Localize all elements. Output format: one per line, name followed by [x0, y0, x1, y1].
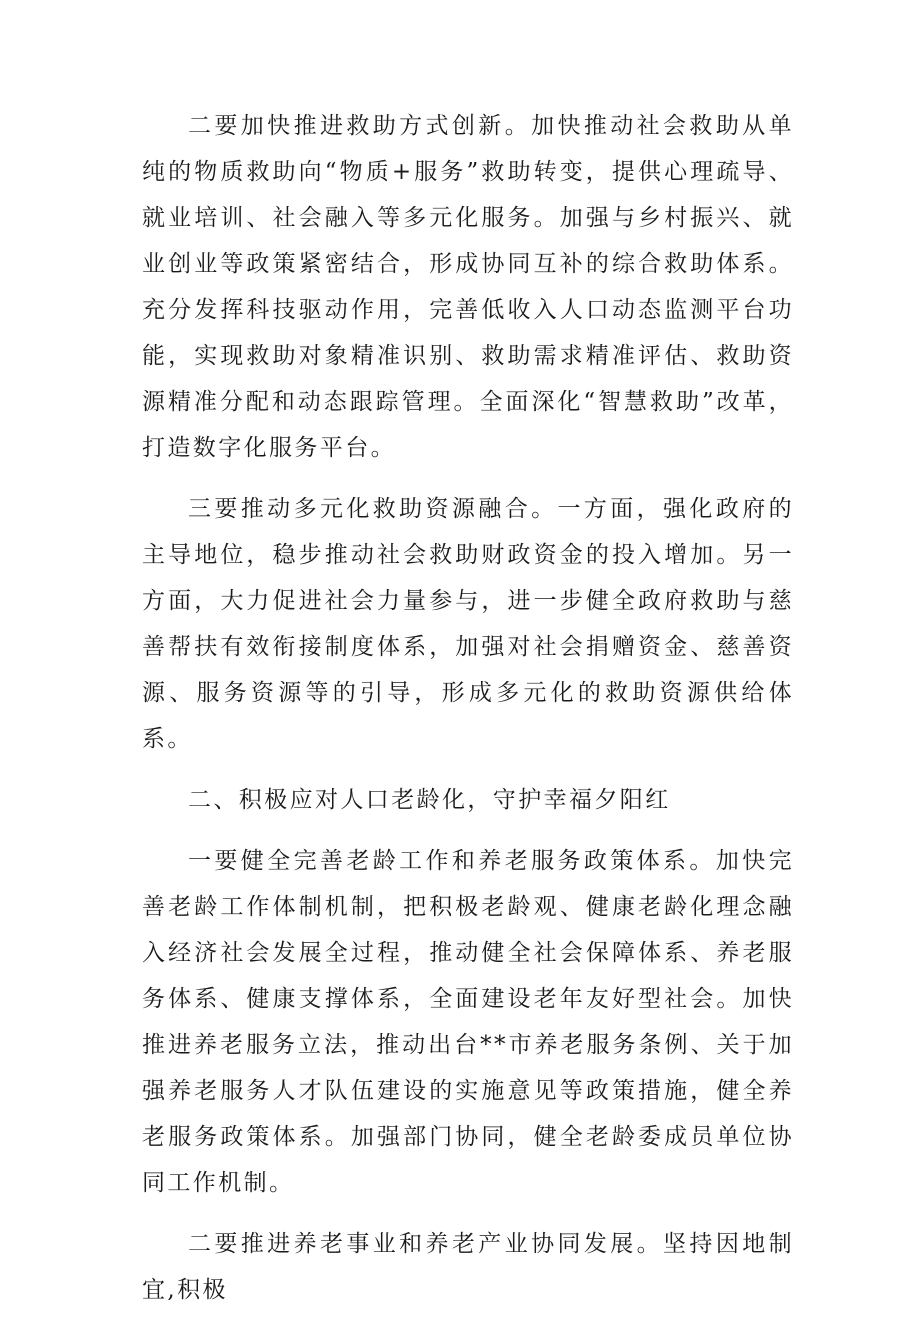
paragraph-elderly-policy: 一要健全完善老龄工作和养老服务政策体系。加快完善老龄工作体制机制，把积极老龄观、健康老龄化理念融入经济社会发展全过程，推动健全社会保障体系、养老服务体系、健康支撑体系，全面建设老年友好型社会。加快推进养老服务立法，推动出台**市养老服务条例、关于加强养老服务人才队伍建设的实施意见等政策措施，健全养老服务政策体系。加强部门协同，健全老龄委成员单位协同工作机制。: [142, 848, 794, 1196]
paragraph-elderly-industry: 二要推进养老事业和养老产业协同发展。坚持因地制宜,积极: [142, 1231, 794, 1303]
paragraph-rescue-innovation: 二要加快推进救助方式创新。加快推动社会救助从单纯的物质救助向“物质+服务”救助转变，提供心理疏导、就业培训、社会融入等多元化服务。加强与乡村振兴、就业创业等政策紧密结合，形成协同互补的综合救助体系。充分发挥科技驱动作用，完善低收入人口动态监测平台功能，实现救助对象精准识别、救助需求精准评估、救助资源精准分配和动态跟踪管理。全面深化“智慧救助”改革，打造数字化服务平台。: [142, 113, 794, 461]
section-heading-aging: 二、积极应对人口老龄化，守护幸福夕阳红: [188, 787, 671, 813]
paragraph-resource-integration: 三要推动多元化救助资源融合。一方面，强化政府的主导地位，稳步推动社会救助财政资金的投入增加。另一方面，大力促进社会力量参与，进一步健全政府救助与慈善帮扶有效衔接制度体系，加强对社会捐赠资金、慈善资源、服务资源等的引导，形成多元化的救助资源供给体系。: [142, 496, 794, 752]
document-page: [142, 103, 794, 1328]
